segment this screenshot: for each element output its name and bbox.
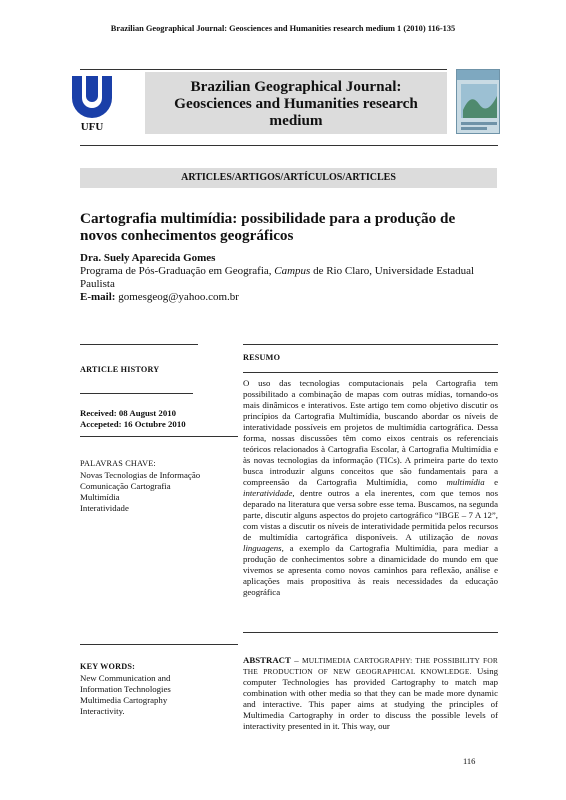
- affiliation-campus: Campus: [274, 265, 311, 277]
- keywords-pt-list: [80, 470, 200, 514]
- keywords-pt-label: PALAVRAS CHAVE:: [80, 459, 156, 468]
- keywords-en-label: KEY WORDS:: [80, 662, 135, 671]
- abstract-body: Using computer Technologies has provided Cartography to match map combination with other media so that they can be made more dynamic and interactive. This paper aims at studying the principles of Multimedia Cartography in order to discuss the possible levels of interactivity presented in it. This way, our: [243, 666, 499, 731]
- ufu-logo: [68, 76, 116, 134]
- resumo-i2: interatividade: [243, 488, 293, 498]
- journal-title-line3: medium: [269, 112, 323, 129]
- header-rule-bottom: [80, 145, 498, 146]
- accepted-date: Accepeted: 16 Octubre 2010: [80, 419, 186, 429]
- abstract-text: [243, 655, 498, 732]
- article-history-label: ARTICLE HISTORY: [80, 365, 160, 374]
- resumo-rule-bottom: [243, 372, 498, 373]
- resumo-text: [243, 378, 498, 598]
- article-title-line1: Cartografia multimídia: possibilidade para a produção de: [80, 210, 456, 227]
- keywords-en-rule: [80, 644, 238, 645]
- abstract-dash: –: [290, 655, 302, 665]
- page-number: 116: [463, 756, 476, 766]
- email-label: E-mail:: [80, 291, 116, 303]
- journal-title-line1: Brazilian Geographical Journal:: [190, 78, 402, 95]
- abstract-label: ABSTRACT: [243, 655, 291, 665]
- resumo-p1: O uso das tecnologias computacionais pela Cartografia tem possibilitado a combinação de mapas com outras mídias, tornando-os mais dinâmicos e interativos. Este artigo tem como objetivo discutir os princípios da Cartografia Multimídia, buscando abordar os níveis de interatividade possíveis em projetos de multimídia cartográfica. Dessa forma, nossas discussões têm como eixos centrais os referenciais teóricos relacionados à Cartografia Escolar, à Cartografia Multimídia e às novas tecnologias da informação (TICs). A primeira parte do texto busca introduzir alguns conceitos que são fundamentais para a compreensão da Cartografia Multimídia, como: [243, 378, 498, 487]
- article-title-line2: novos conhecimentos geográficos: [80, 227, 294, 244]
- article-title: [80, 210, 500, 244]
- ufu-logo-icon: [68, 76, 116, 120]
- running-header: Brazilian Geographical Journal: Geosciences and Humanities research medium 1 (2010) 116-135: [110, 24, 456, 33]
- resumo-rule-top: [243, 344, 498, 345]
- keyword-item: New Communication and: [80, 673, 171, 683]
- abstract-title: MULTIMEDIA CARTOGRAPHY: THE POSSIBILITY FOR THE PRODUCTION OF NEW GEOGRAPHICAL KNOWLEDGE.: [243, 656, 498, 676]
- resumo-i3: novas linguagens: [243, 532, 498, 553]
- keyword-item: Novas Tecnologias de Informação: [80, 470, 201, 480]
- resumo-p2: e: [484, 477, 498, 487]
- resumo-p4: , a exemplo da Cartografia Multimídia, para mediar a produção de conhecimentos sobre a dinamicidade do mundo em que vivemos se apresenta como novos caminhos para reflexão, análise e aplicações mais propositiva às reais necessidades da educação geográfica: [243, 543, 498, 597]
- resumo-i1: multimídia: [446, 477, 485, 487]
- keyword-item: Information Technologies: [80, 684, 171, 694]
- resumo-end-rule: [243, 632, 498, 633]
- keyword-item: Interactivity.: [80, 706, 125, 716]
- resumo-p3: , dentre outros a ela inerentes, com que temos nos deparado na literatura que versa sobre esse tema. Buscamos, na segunda parte, discutir alguns aspectos do projeto cartográfico “IBGE – 7 A 12”, com vistas a discutir os níveis de interatividade permitida pelos recursos de multimídia cartográfica disponíveis. A utilização de: [243, 488, 498, 542]
- author-email: [80, 291, 239, 303]
- author-name: Dra. Suely Aparecida Gomes: [80, 252, 216, 264]
- keywords-en-list: [80, 673, 171, 717]
- keyword-item: Multimedia Cartography: [80, 695, 168, 705]
- affiliation-part2: de Rio Claro, Universidade Estadual Paulista: [80, 265, 475, 290]
- history-rule: [80, 393, 193, 394]
- journal-title-box: [145, 72, 447, 134]
- keyword-item: Multimídia: [80, 492, 120, 502]
- keywords-rule: [80, 436, 238, 437]
- author-affiliation: [80, 265, 500, 290]
- journal-cover-image: [456, 69, 500, 134]
- received-date: Received: 08 August 2010: [80, 408, 177, 418]
- keyword-item: Interatividade: [80, 503, 129, 513]
- keyword-item: Comunicação Cartografia: [80, 481, 171, 491]
- sidebar-rule-top: [80, 344, 198, 345]
- header-rule: [80, 69, 447, 70]
- cover-art-icon: [457, 70, 500, 134]
- resumo-label: RESUMO: [243, 353, 281, 362]
- section-title: ARTICLES/ARTIGOS/ARTÍCULOS/ARTICLES: [80, 168, 497, 188]
- journal-title-line2: Geosciences and Humanities research: [174, 95, 418, 112]
- email-address[interactable]: gomesgeog@yahoo.com.br: [115, 291, 239, 303]
- logo-text: UFU: [80, 121, 104, 133]
- affiliation-part1: Programa de Pós-Graduação em Geografia,: [80, 265, 275, 277]
